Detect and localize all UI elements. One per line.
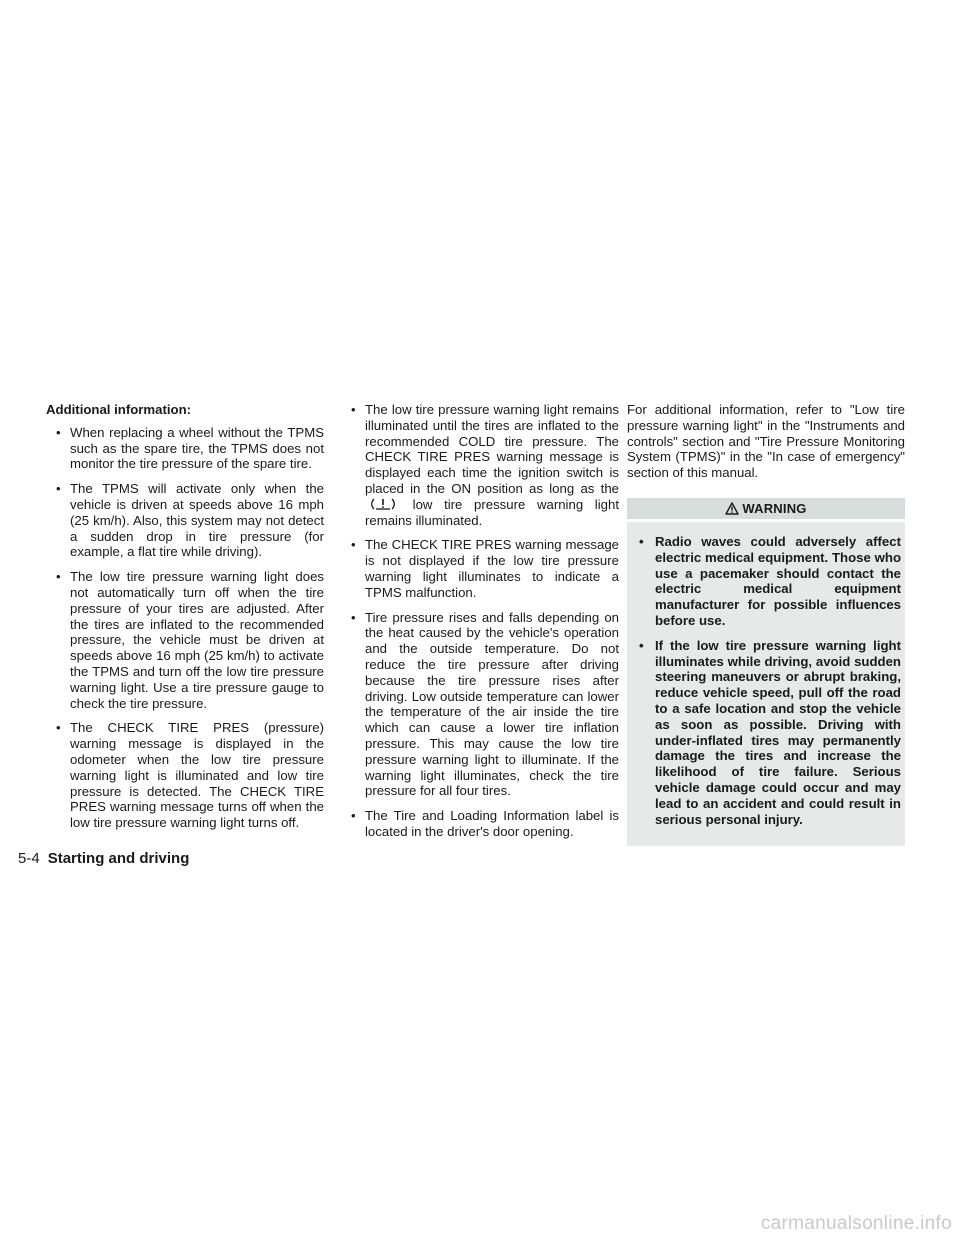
watermark: carmanualsonline.info — [760, 1213, 952, 1234]
list-item: • The CHECK TIRE PRES (pressure) warning message is displayed in the odometer when the low tire pressure warning light is illuminated and low tire pressure is detected. The CHECK TIRE PRES warning message turns off when the low tire pressure warning light turns off. — [46, 720, 324, 831]
list-item: • Tire pressure rises and falls depending on the heat caused by the vehicle's operation and the outside temperature. Do not reduce the tire pressure after driving because the tire pressure rises after driving. Low outside temperature can lower the temperature of the air inside the tire which can cause a lower tire inflation pressure. This may cause the low tire pressure warning light to illuminate. If the warning light illuminates, check the tire pressure for all four tires. — [341, 610, 619, 800]
warning-triangle-icon — [725, 502, 739, 515]
page-footer — [18, 850, 189, 867]
list-item: • The CHECK TIRE PRES warning message is not displayed if the low tire pressure warning light illuminates to indicate a TPMS malfunction. — [341, 537, 619, 600]
list-item: • When replacing a wheel without the TPMS such as the spare tire, the TPMS does not monitor the tire pressure of the spare tire. — [46, 425, 324, 472]
list-item: • The TPMS will activate only when the vehicle is driven at speeds above 16 mph (25 km/h). Also, this system may not detect a sudden drop in tire pressure (for example, a flat tire while driving). — [46, 481, 324, 560]
warning-title: WARNING — [742, 500, 807, 516]
warning-item: • Radio waves could adversely affect electric medical equipment. Those who use a pacemaker should contact the electric medical equipment manufacturer for possible influences before use. — [633, 534, 901, 629]
column-3 — [627, 402, 905, 846]
intro-paragraph: For additional information, refer to "Low tire pressure warning light" in the "Instruments and controls" section and "Tire Pressure Monitoring System (TPMS)" in the "In case of emergency" section of this manual. — [627, 402, 905, 481]
list-item — [341, 402, 619, 528]
column-2 — [341, 402, 619, 849]
column-1 — [46, 402, 324, 840]
warning-header — [627, 498, 905, 519]
bullet-list-2 — [341, 402, 619, 840]
list-item: • The Tire and Loading Information label is located in the driver's door opening. — [341, 808, 619, 840]
page-number: 5-4 — [18, 850, 40, 867]
warning-list — [633, 534, 901, 827]
list-item: • The low tire pressure warning light does not automatically turn off when the tire pressure of your tires are adjusted. After the tires are inflated to the recommended pressure, the vehicle must be driven at speeds above 16 mph (25 km/h) to activate the TPMS and turn off the low tire pressure warning light. Use a tire pressure gauge to check the tire pressure. — [46, 569, 324, 711]
warning-body — [627, 522, 905, 846]
warning-item: • If the low tire pressure warning light illuminates while driving, avoid sudden steering maneuvers or abrupt braking, reduce vehicle speed, pull off the road to a safe location and stop the vehicle as soon as possible. Driving with under-inflated tires may permanently damage the tires and increase the likelihood of tire failure. Serious vehicle damage could occur and may lead to an accident and could result in serious personal injury. — [633, 638, 901, 828]
section-title: Starting and driving — [47, 850, 190, 867]
bullet-text-before-icon: The low tire pressure warning light remains illuminated until the tires are inflated to the recommended COLD tire pressure. The CHECK TIRE PRES warning message is displayed each time the ignition switch is placed in the ON position as long as the — [365, 402, 619, 496]
section-heading: Additional information: — [46, 402, 192, 417]
bullet-text-after-icon: low tire pressure warning light remains illuminated. — [365, 496, 619, 528]
tire-pressure-warning-icon — [368, 497, 398, 511]
bullet-list-1 — [46, 425, 324, 831]
